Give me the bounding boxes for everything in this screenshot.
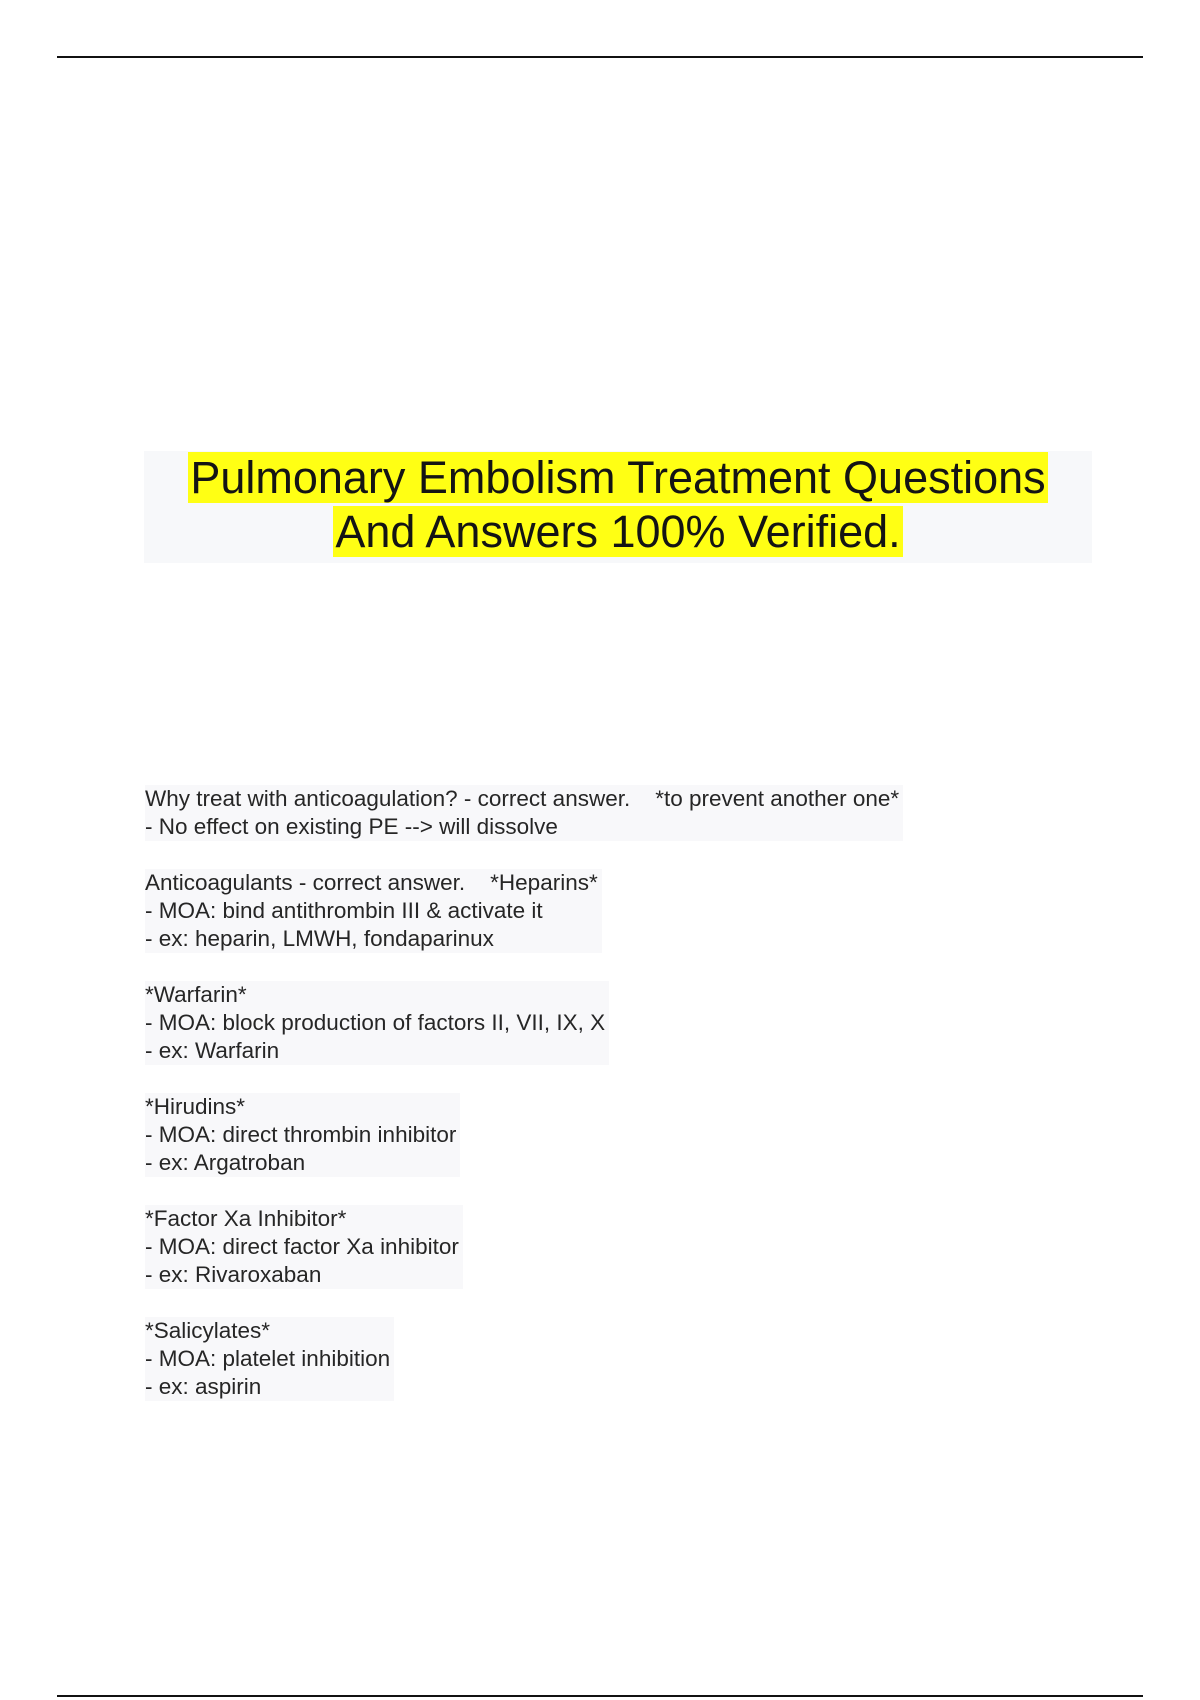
qa-block-hirudins	[145, 1093, 460, 1177]
qa-line: - MOA: direct thrombin inhibitor	[145, 1122, 457, 1147]
qa-line: Why treat with anticoagulation? - correct answer. *to prevent another one*	[145, 786, 900, 811]
qa-line: - MOA: direct factor Xa inhibitor	[145, 1234, 459, 1259]
qa-row	[145, 981, 1045, 1093]
qa-row	[145, 1093, 1045, 1205]
qa-line: - No effect on existing PE --> will dissolve	[145, 814, 558, 839]
qa-row	[145, 1205, 1045, 1317]
qa-block-warfarin	[145, 981, 609, 1065]
bottom-rule	[57, 1695, 1143, 1697]
title-highlight: Pulmonary Embolism Treatment Questions	[190, 452, 1046, 503]
qa-block-anticoagulation-why	[145, 785, 903, 841]
qa-line: *Factor Xa Inhibitor*	[145, 1206, 347, 1231]
qa-line: - ex: aspirin	[145, 1374, 262, 1399]
qa-line: *Hirudins*	[145, 1094, 246, 1119]
qa-line: - ex: Warfarin	[145, 1038, 280, 1063]
title-line	[144, 505, 1092, 559]
qa-block-factor-xa	[145, 1205, 463, 1289]
qa-line: - ex: Argatroban	[145, 1150, 306, 1175]
qa-row	[145, 869, 1045, 981]
qa-content	[145, 785, 1045, 1429]
top-rule	[57, 56, 1143, 58]
qa-block-heparins	[145, 869, 602, 953]
qa-line: *Warfarin*	[145, 982, 247, 1007]
qa-row	[145, 1317, 1045, 1429]
qa-line: - MOA: platelet inhibition	[145, 1346, 391, 1371]
qa-block-salicylates	[145, 1317, 394, 1401]
qa-line: - MOA: block production of factors II, VII, IX, X	[145, 1010, 606, 1035]
qa-line: Anticoagulants - correct answer. *Heparins*	[145, 870, 598, 895]
qa-line: - ex: heparin, LMWH, fondaparinux	[145, 926, 494, 951]
qa-line: *Salicylates*	[145, 1318, 271, 1343]
title-line	[144, 451, 1092, 505]
document-title	[144, 451, 1092, 563]
qa-line: - ex: Rivaroxaban	[145, 1262, 322, 1287]
qa-line: - MOA: bind antithrombin III & activate it	[145, 898, 543, 923]
title-highlight: And Answers 100% Verified.	[335, 506, 901, 557]
qa-row	[145, 785, 1045, 869]
